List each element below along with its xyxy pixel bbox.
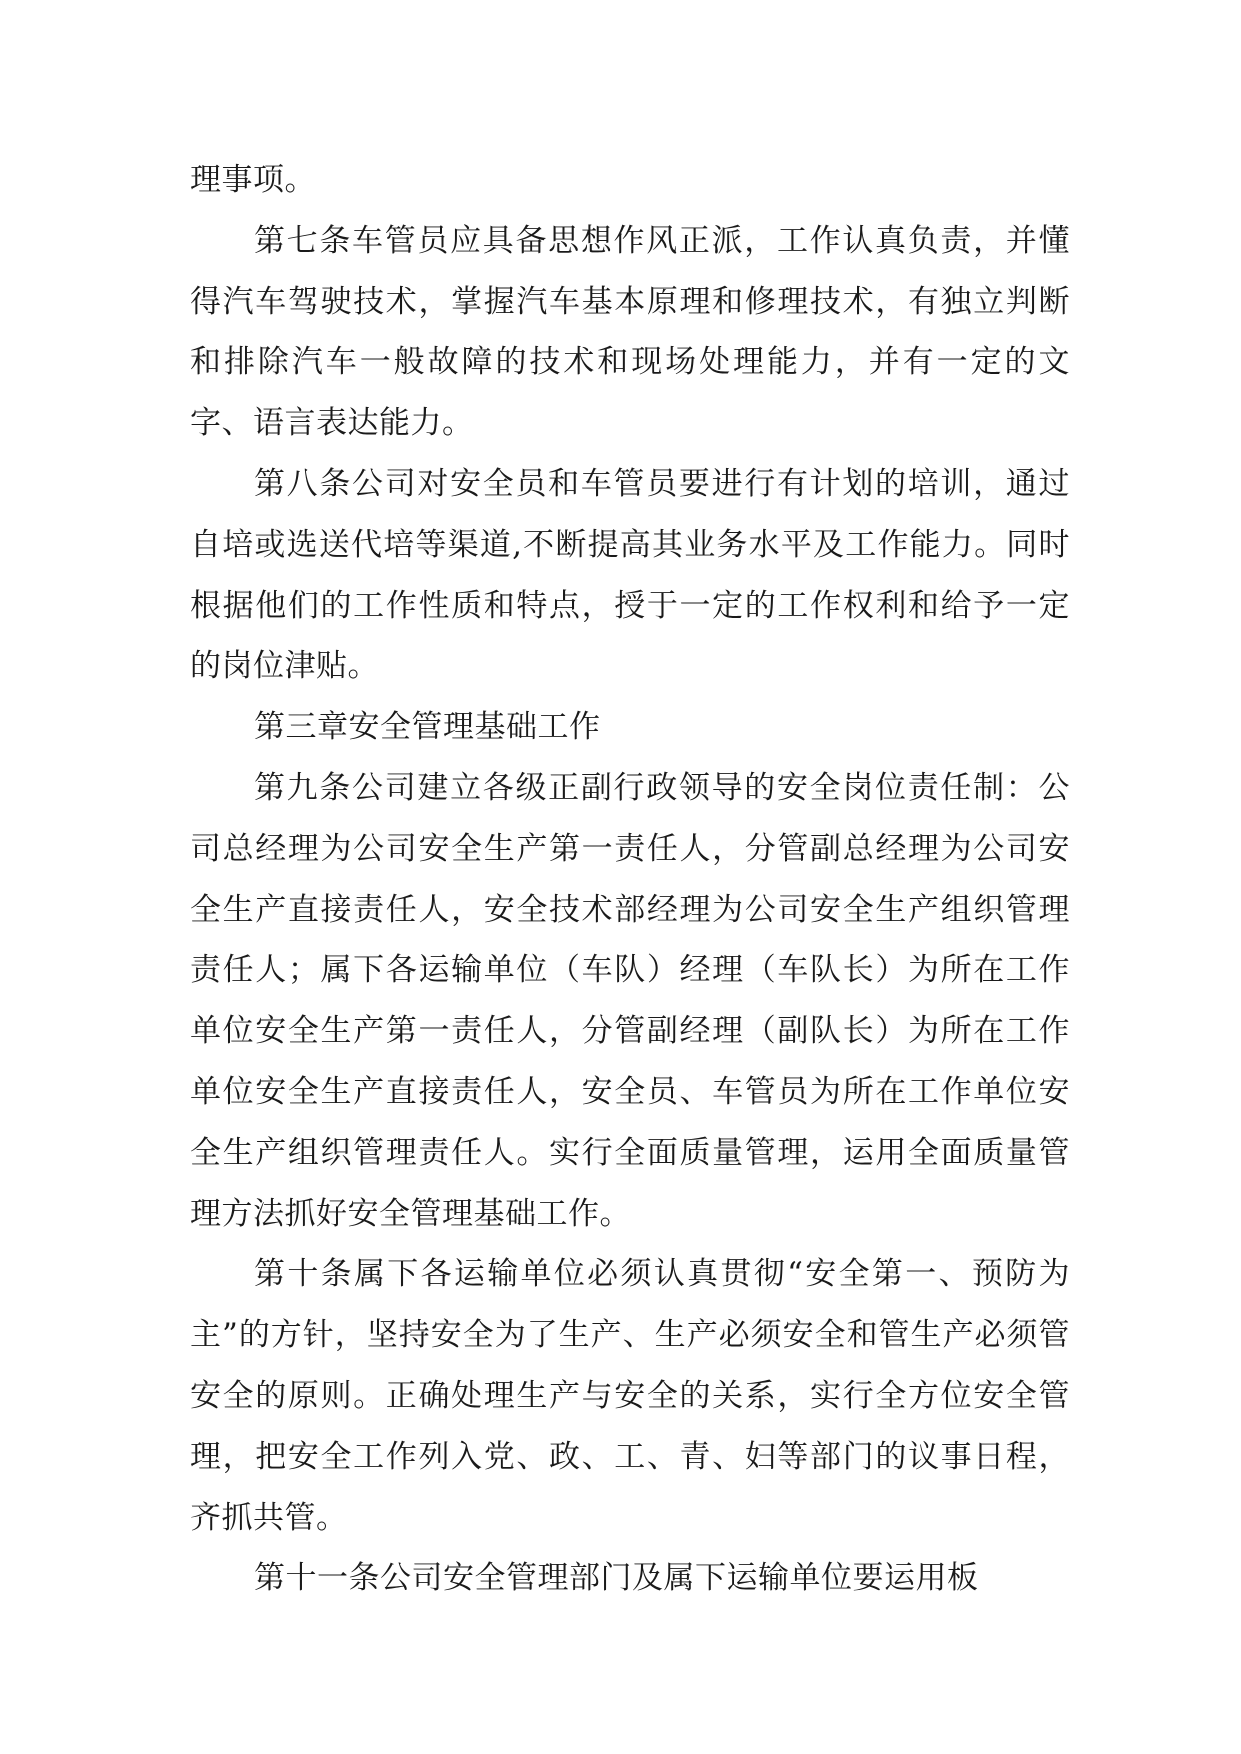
- paragraph-article-11: 第十一条公司安全管理部门及属下运输单位要运用板: [254, 1560, 979, 1597]
- paragraph-article-7: 第七条车管员应具备思想作风正派，工作认真负责，并懂得汽车驾驶技术，掌握汽车基本原理和修理技术，有独立判断和排除汽车一般故障的技术和现场处理能力，并有一定的文字、语言表达能力。: [190, 222, 1070, 442]
- paragraph-article-9: 第九条公司建立各级正副行政领导的安全岗位责任制：公司总经理为公司安全生产第一责任人，分管副总经理为公司安全生产直接责任人，安全技术部经理为公司安全生产组织管理责任人；属下各运输单位（车队）经理（车队长）为所在工作单位安全生产第一责任人，分管副经理（副队长）为所在工作单位安全生产直接责任人，安全员、车管员为所在工作单位安全生产组织管理责任人。实行全面质量管理，运用全面质量管理方法抓好安全管理基础工作。: [190, 769, 1070, 1232]
- chapter-heading-3: 第三章安全管理基础工作: [254, 709, 601, 746]
- paragraph-article-10: 第十条属下各运输单位必须认真贯彻“安全第一、预防为主”的方针，坚持安全为了生产、生产必须安全和管生产必须管安全的原则。正确处理生产与安全的关系，实行全方位安全管理，把安全工作列入党、政、工、青、妇等部门的议事日程，齐抓共管。: [190, 1256, 1070, 1536]
- document-body: [190, 150, 1070, 1609]
- paragraph-continuation: 理事项。: [190, 162, 316, 198]
- paragraph-article-8: 第八条公司对安全员和车管员要进行有计划的培训，通过自培或选送代培等渠道,不断提高其业务水平及工作能力。同时根据他们的工作性质和特点，授于一定的工作权利和给予一定的岗位津贴。: [190, 465, 1070, 685]
